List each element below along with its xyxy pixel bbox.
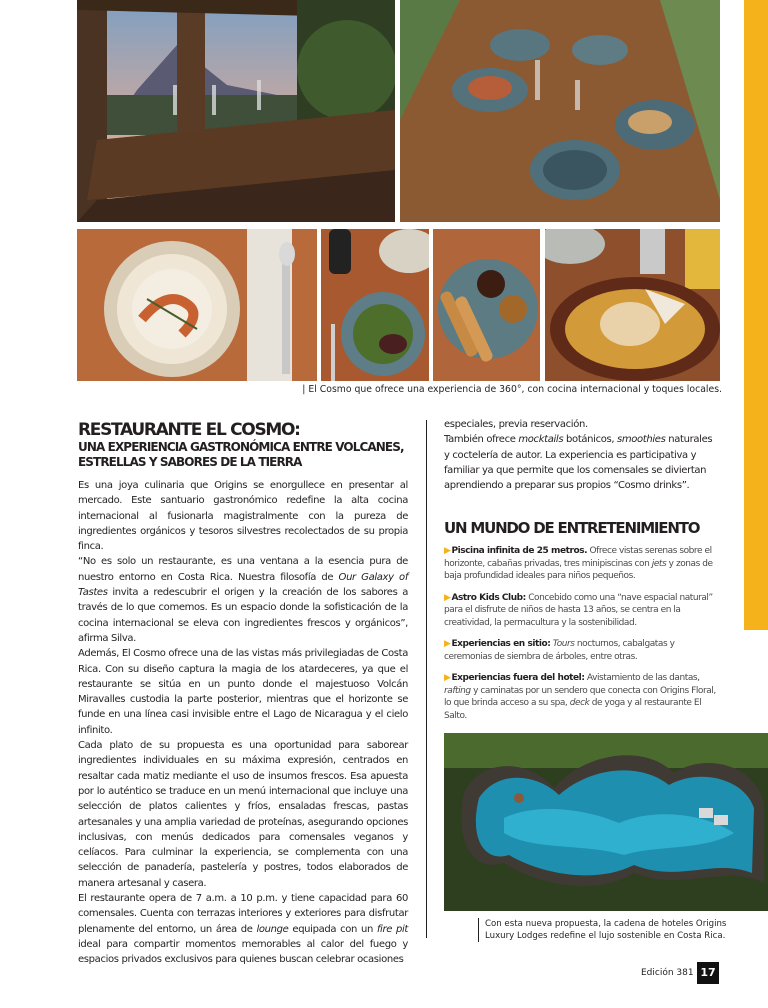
salad-dish-photo [321,229,429,381]
terrace-dining-photo [77,0,395,222]
triangle-bullet-icon: ▶ [444,639,451,650]
churros-dessert-photo [433,229,540,381]
bullet-2-lead: Astro Kids Club: [451,592,526,603]
article-right-column [444,417,720,731]
article-subtitle-line1: UNA EXPERIENCIA GASTRONÓMICA ENTRE VOLCANES, [78,440,404,454]
article-subtitle-line2: ESTRELLAS Y SABORES DE LA TIERRA [78,455,302,469]
bullet-1-text-a: Ofrece vistas serenas sobre el horizonte, cabañas privadas, tres minipiscinas con [444,546,712,569]
article-left-column [78,421,408,968]
accent-sidebar-bar [744,0,768,630]
article-paragraph-7 [444,432,720,493]
bullet-4-text-a: Avistamiento de las dantas, [584,673,700,684]
article-paragraph-2 [78,554,408,646]
bullet-infinity-pool [444,545,720,583]
page-number: 17 [697,962,719,984]
plated-dish-photo [77,229,317,381]
p7-text-a: También ofrece [444,434,519,446]
bullet-1-emphasis: jets [651,558,667,569]
p7-emphasis-2: smoothies [617,434,666,446]
bullet-astro-kids-club [444,592,720,630]
p5-text-a: El restaurante opera de 7 a.m. a 10 p.m. y tiene capacidad para 60 comensales. Cuenta con terrazas interiores y exteriores para disfrutar plenamente del entorno, un área de [78,893,408,935]
p5-emphasis-2: fire pit [376,923,408,935]
p2-text-b: invita a redescubrir el origen y la creación de los sabores a través de lo que comemos. Es un espacio donde la sofisticación de la cocina internacional se eleva con ingredientes frescos y orgánicos”, afirma Silva. [78,587,408,644]
bullet-3-text: nocturnos, cabalgatas y ceremonias de siembra de árboles, entre otras. [444,639,675,662]
bullet-offsite-experiences [444,672,720,722]
bullet-1-text-b: y zonas de baja profundidad ideales para niños pequeños. [444,558,713,582]
bullet-4-lead: Experiencias fuera del hotel: [451,673,585,684]
bullet-4-emphasis-2: deck [569,698,590,709]
bullet-1-lead: Piscina infinita de 25 metros. [451,546,588,557]
bullet-3-lead: Experiencias en sitio: [451,639,551,650]
triangle-bullet-icon: ▶ [444,592,451,603]
article-title: RESTAURANTE EL COSMO: [78,420,300,440]
triangle-bullet-icon: ▶ [444,673,451,684]
p5-text-c: ideal para compartir momentos memorables al calor del fuego y espacios privados exclusivos para quienes buscan celebrar ocasiones [78,938,408,966]
p7-text-c: naturales y coctelería de autor. La experiencia es participativa y familiar ya que permite que los comensales se diviertan aprendiendo a preparar sus propios “Cosmo drinks”. [444,434,713,492]
photo-caption-top [300,384,722,395]
article-subtitle [78,440,408,470]
caption-pipe: | [302,384,306,395]
article-paragraph-3: Además, El Cosmo ofrece una de las vistas más privilegiadas de Costa Rica. Con su diseño captura la magia de los atardeceres, ya que el restaurante se sitúa en un punto donde el majestuoso Volcán Miravalles custodia la parte posterior, mientras que el horizonte se funde en una línea casi invisible entre el Lago de Nicaragua y el cielo infinito. [78,648,408,736]
p5-text-b: equipada con un [288,923,377,935]
bullet-4-emphasis-1: rafting [444,685,471,696]
p7-emphasis-1: mocktails [518,434,564,446]
bullet-4-text-c: de yoga y al restaurante El Salto. [444,698,702,721]
p2-text-a: “No es solo un restaurante, es una ventana a la esencia pura de nuestro entorno en Costa Rica. Nuestra filosofía de [78,556,408,583]
column-divider [426,420,427,938]
article-paragraph-4: Cada plato de su propuesta es una oportunidad para saborear ingredientes individuales en su máxima expresión, centrados en resaltar cada matiz mediante el uso de insumos frescos. Esa apuesta por lo auténtico se traduce en un menú internacional que incluye una selección de platos calientes y fríos, ensaladas frescas, pastas artesanales y una amplia variedad de proteínas, asegurando opciones inclusivas, con menús dedicados para comensales veganos y celíacos. Para culminar la experiencia, se complementa con una selección de panadería, pastelería y postres, todos elaborados de manera artesanal y casera. [78,740,408,889]
entertainment-section-title: UN MUNDO DE ENTRETENIMIENTO [444,519,700,538]
bullet-2-text: Concebido como una “nave espacial natural” para el disfrute de niños de hasta 13 años, se centra en la creatividad, la permacultura y la sostenibilidad. [444,592,713,628]
seafood-bowl-photo [545,229,720,381]
p7-text-b: botánicos, [563,434,618,446]
photo-caption-bottom: Con esta nueva propuesta, la cadena de hoteles Origins Luxury Lodges redefine el lujo sostenible en Costa Rica. [478,918,735,942]
infinity-pool-aerial-photo [444,733,768,911]
bullet-onsite-experiences [444,638,720,663]
bullet-4-text-b: y caminatas por un sendero que conecta con Origins Floral, lo que brinda acceso a su spa, [444,685,716,709]
p5-emphasis-1: lounge [256,923,289,935]
triangle-bullet-icon: ▶ [444,546,451,557]
article-paragraph-5 [78,891,408,967]
caption-top-text: El Cosmo que ofrece una experiencia de 360°, con cocina internacional y toques locales. [308,384,722,395]
dining-table-photo [400,0,720,222]
p2-emphasis: Our Galaxy of Tastes [78,571,408,599]
edition-label: Edición 381 [641,968,694,978]
article-paragraph-1: Es una joya culinaria que Origins se enorgullece en presentar al mercado. Este santuario gastronómico redefine la alta cocina internacional al fusionarla magistralmente con la pureza de ingredientes orgánicos y tesoros silvestres recolectados de su propia finca. [78,480,408,553]
bullet-3-emphasis: Tours [550,639,575,650]
article-paragraph-6: especiales, previa reservación. [444,419,588,430]
